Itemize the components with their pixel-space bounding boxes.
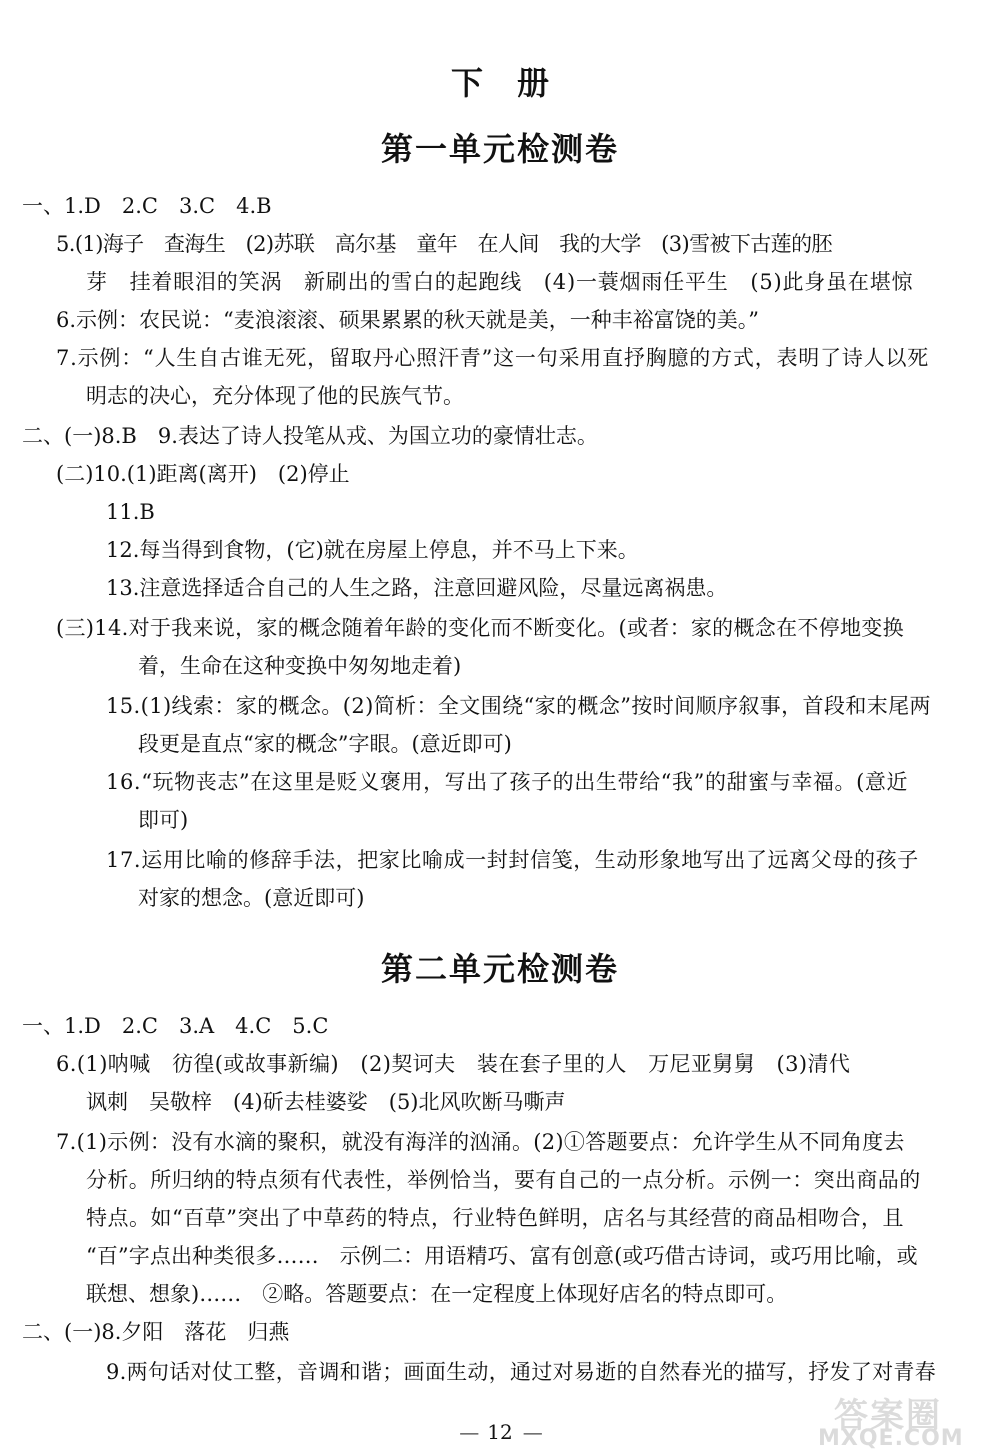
unit1-line: 着，生命在这种变换中匆匆地走着) — [138, 654, 462, 678]
unit1-line: 13.注意选择适合自己的人生之路，注意回避风险，尽量远离祸患。 — [106, 576, 728, 600]
unit1-line: 明志的决心，充分体现了他的民族气节。 — [86, 384, 464, 408]
page-number-dash-right: — — [522, 1420, 541, 1444]
unit2-line: 讽刺 吴敬梓 (4)斫去桂婆娑 (5)北风吹断马嘶声 — [86, 1090, 566, 1114]
unit1-line: 段更是直点“家的概念”字眼。(意近即可) — [138, 732, 512, 756]
unit1-line: (三)14.对于我来说，家的概念随着年龄的变化而不断变化。(或者：家的概念在不停地变换 — [56, 616, 904, 640]
unit2-line: 一、1.D 2.C 3.A 4.C 5.C — [22, 1014, 329, 1038]
unit1-line: 芽 挂着眼泪的笑涡 新刷出的雪白的起跑线 (4)一蓑烟雨任平生 (5)此身虽在堪惊 — [86, 270, 914, 294]
unit1-line: 11.B — [106, 500, 155, 524]
unit1-line: 二、(一)8.B 9.表达了诗人投笔从戎、为国立功的豪情壮志。 — [22, 424, 598, 448]
watermark-logo — [808, 1388, 988, 1451]
page-number-dash-left: — — [459, 1420, 478, 1444]
unit2-title: 第二单元检测卷 — [380, 950, 619, 988]
unit2-line: “百”字点出种类很多…… 示例二：用语精巧、富有创意(或巧借古诗词，或巧用比喻，或 — [86, 1244, 918, 1268]
watermark-line1: 答案圈 — [834, 1396, 942, 1436]
unit1-line: (二)10.(1)距离(离开) (2)停止 — [56, 462, 350, 486]
unit2-line: 联想、想象)…… ②略。答题要点：在一定程度上体现好店名的特点即可。 — [86, 1282, 788, 1306]
unit1-line: 5.(1)海子 查海生 (2)苏联 高尔基 童年 在人间 我的大学 (3)雪被下古莲的胚 — [56, 232, 832, 256]
unit1-title: 第一单元检测卷 — [380, 130, 619, 168]
unit1-line: 16.“玩物丧志”在这里是贬义褒用，写出了孩子的出生带给“我”的甜蜜与幸福。(意近 — [106, 770, 909, 794]
unit1-line: 一、1.D 2.C 3.C 4.B — [22, 194, 272, 218]
unit1-line: 对家的想念。(意近即可) — [138, 886, 365, 910]
unit1-line: 7.示例：“人生自古谁无死，留取丹心照汗青”这一句采用直抒胸臆的方式，表明了诗人以死 — [56, 346, 930, 370]
unit1-line: 17.运用比喻的修辞手法，把家比喻成一封封信笺，生动形象地写出了远离父母的孩子 — [106, 848, 919, 872]
unit1-line: 12.每当得到食物，(它)就在房屋上停息，并不马上下来。 — [106, 538, 639, 562]
unit2-line: 分析。所归纳的特点须有代表性，举例恰当，要有自己的一点分析。示例一：突出商品的 — [86, 1168, 921, 1192]
unit2-line: 特点。如“百草”突出了中草药的特点，行业特色鲜明，店名与其经营的商品相吻合，且 — [86, 1206, 904, 1230]
unit2-line: 7.(1)示例：没有水滴的聚积，就没有海洋的汹涌。(2)①答题要点：允许学生从不同角度去 — [56, 1130, 905, 1154]
unit2-line: 6.(1)呐喊 彷徨(或故事新编) (2)契诃夫 装在套子里的人 万尼亚舅舅 (3)清代 — [56, 1052, 851, 1076]
unit1-line: 15.(1)线索：家的概念。(2)简析：全文围绕“家的概念”按时间顺序叙事，首段和末尾两 — [106, 694, 931, 718]
unit1-line: 即可) — [138, 808, 189, 832]
watermark-line2: MXQE.COM — [818, 1426, 964, 1451]
unit2-line: 9.两句话对仗工整，音调和谐；画面生动，通过对易逝的自然春光的描写，抒发了对青春 — [106, 1360, 937, 1384]
page-number-value: 12 — [487, 1420, 513, 1444]
volume-title: 下册 — [450, 64, 583, 102]
unit2-line: 二、(一)8.夕阳 落花 归燕 — [22, 1320, 290, 1344]
unit1-line: 6.示例：农民说：“麦浪滚滚、硕果累累的秋天就是美，一种丰裕富饶的美。” — [56, 308, 760, 332]
